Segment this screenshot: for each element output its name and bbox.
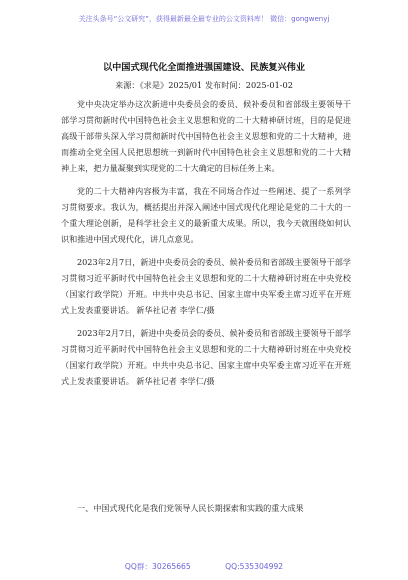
- photo-caption: 2023年2月7日，新进中央委员会的委员、候补委员和省部级主要领导干部学习贯彻习近平新时代中国特色社会主义思想和党的二十大精神研讨班在中央党校（国家行政学院）开班。中共中央总书记、国家主席中央军委主席习近平在开班式上发表重要讲话。 新华社记者 李学仁/摄: [61, 257, 351, 315]
- document-body: [61, 96, 351, 396]
- section-heading: 一、中国式现代化是我们党领导人民长期探索和实践的重大成果: [77, 503, 304, 513]
- source-meta: 来源：《求是》2025/01 发布时间：2025-01-02: [115, 80, 293, 90]
- paragraph-intro: 党中央决定举办这次新进中央委员会的委员、候补委员和省部级主要领导干部学习贯彻新时代中国特色社会主义思想和党的二十大精神研讨班，目的是促进高级干部带头深入学习贯彻新时代中国特色社会主义思想和党的二十大精神，进而推动全党全国人民把思想统一到新时代中国特色社会主义思想和党的二十大精神上来，把力量凝聚到实现党的二十大确定的目标任务上来。: [61, 99, 351, 173]
- paragraph-theme: 党的二十大精神内容极为丰富，我在不同场合作过一些阐述、提了一系列学习贯彻要求。我认为，概括提出并深入阐述中国式现代化理论是党的二十大的一个重大理论创新，是科学社会主义的最新重大成果。所以，我今天就围绕如何认识和推进中国式现代化，讲几点意见。: [61, 186, 351, 244]
- contact-footer: [0, 561, 408, 572]
- top-banner: 关注头条号“公文研究”，获得最新最全最专业的公文资料库！ 微信：gongwenyj: [78, 15, 330, 23]
- photo-caption-repeat: 2023年2月7日，新进中央委员会的委员、候补委员和省部级主要领导干部学习贯彻习近平新时代中国特色社会主义思想和党的二十大精神研讨班在中央党校（国家行政学院）开班。中共中央总书记、国家主席中央军委主席习近平在开班式上发表重要讲话。 新华社记者 李学仁/摄: [61, 328, 351, 386]
- qq-number-text: QQ:535304992: [225, 562, 284, 571]
- qq-group-text: QQ群：30265665: [124, 562, 191, 571]
- page-title: 以中国式现代化全面推进强国建设、民族复兴伟业: [102, 62, 306, 73]
